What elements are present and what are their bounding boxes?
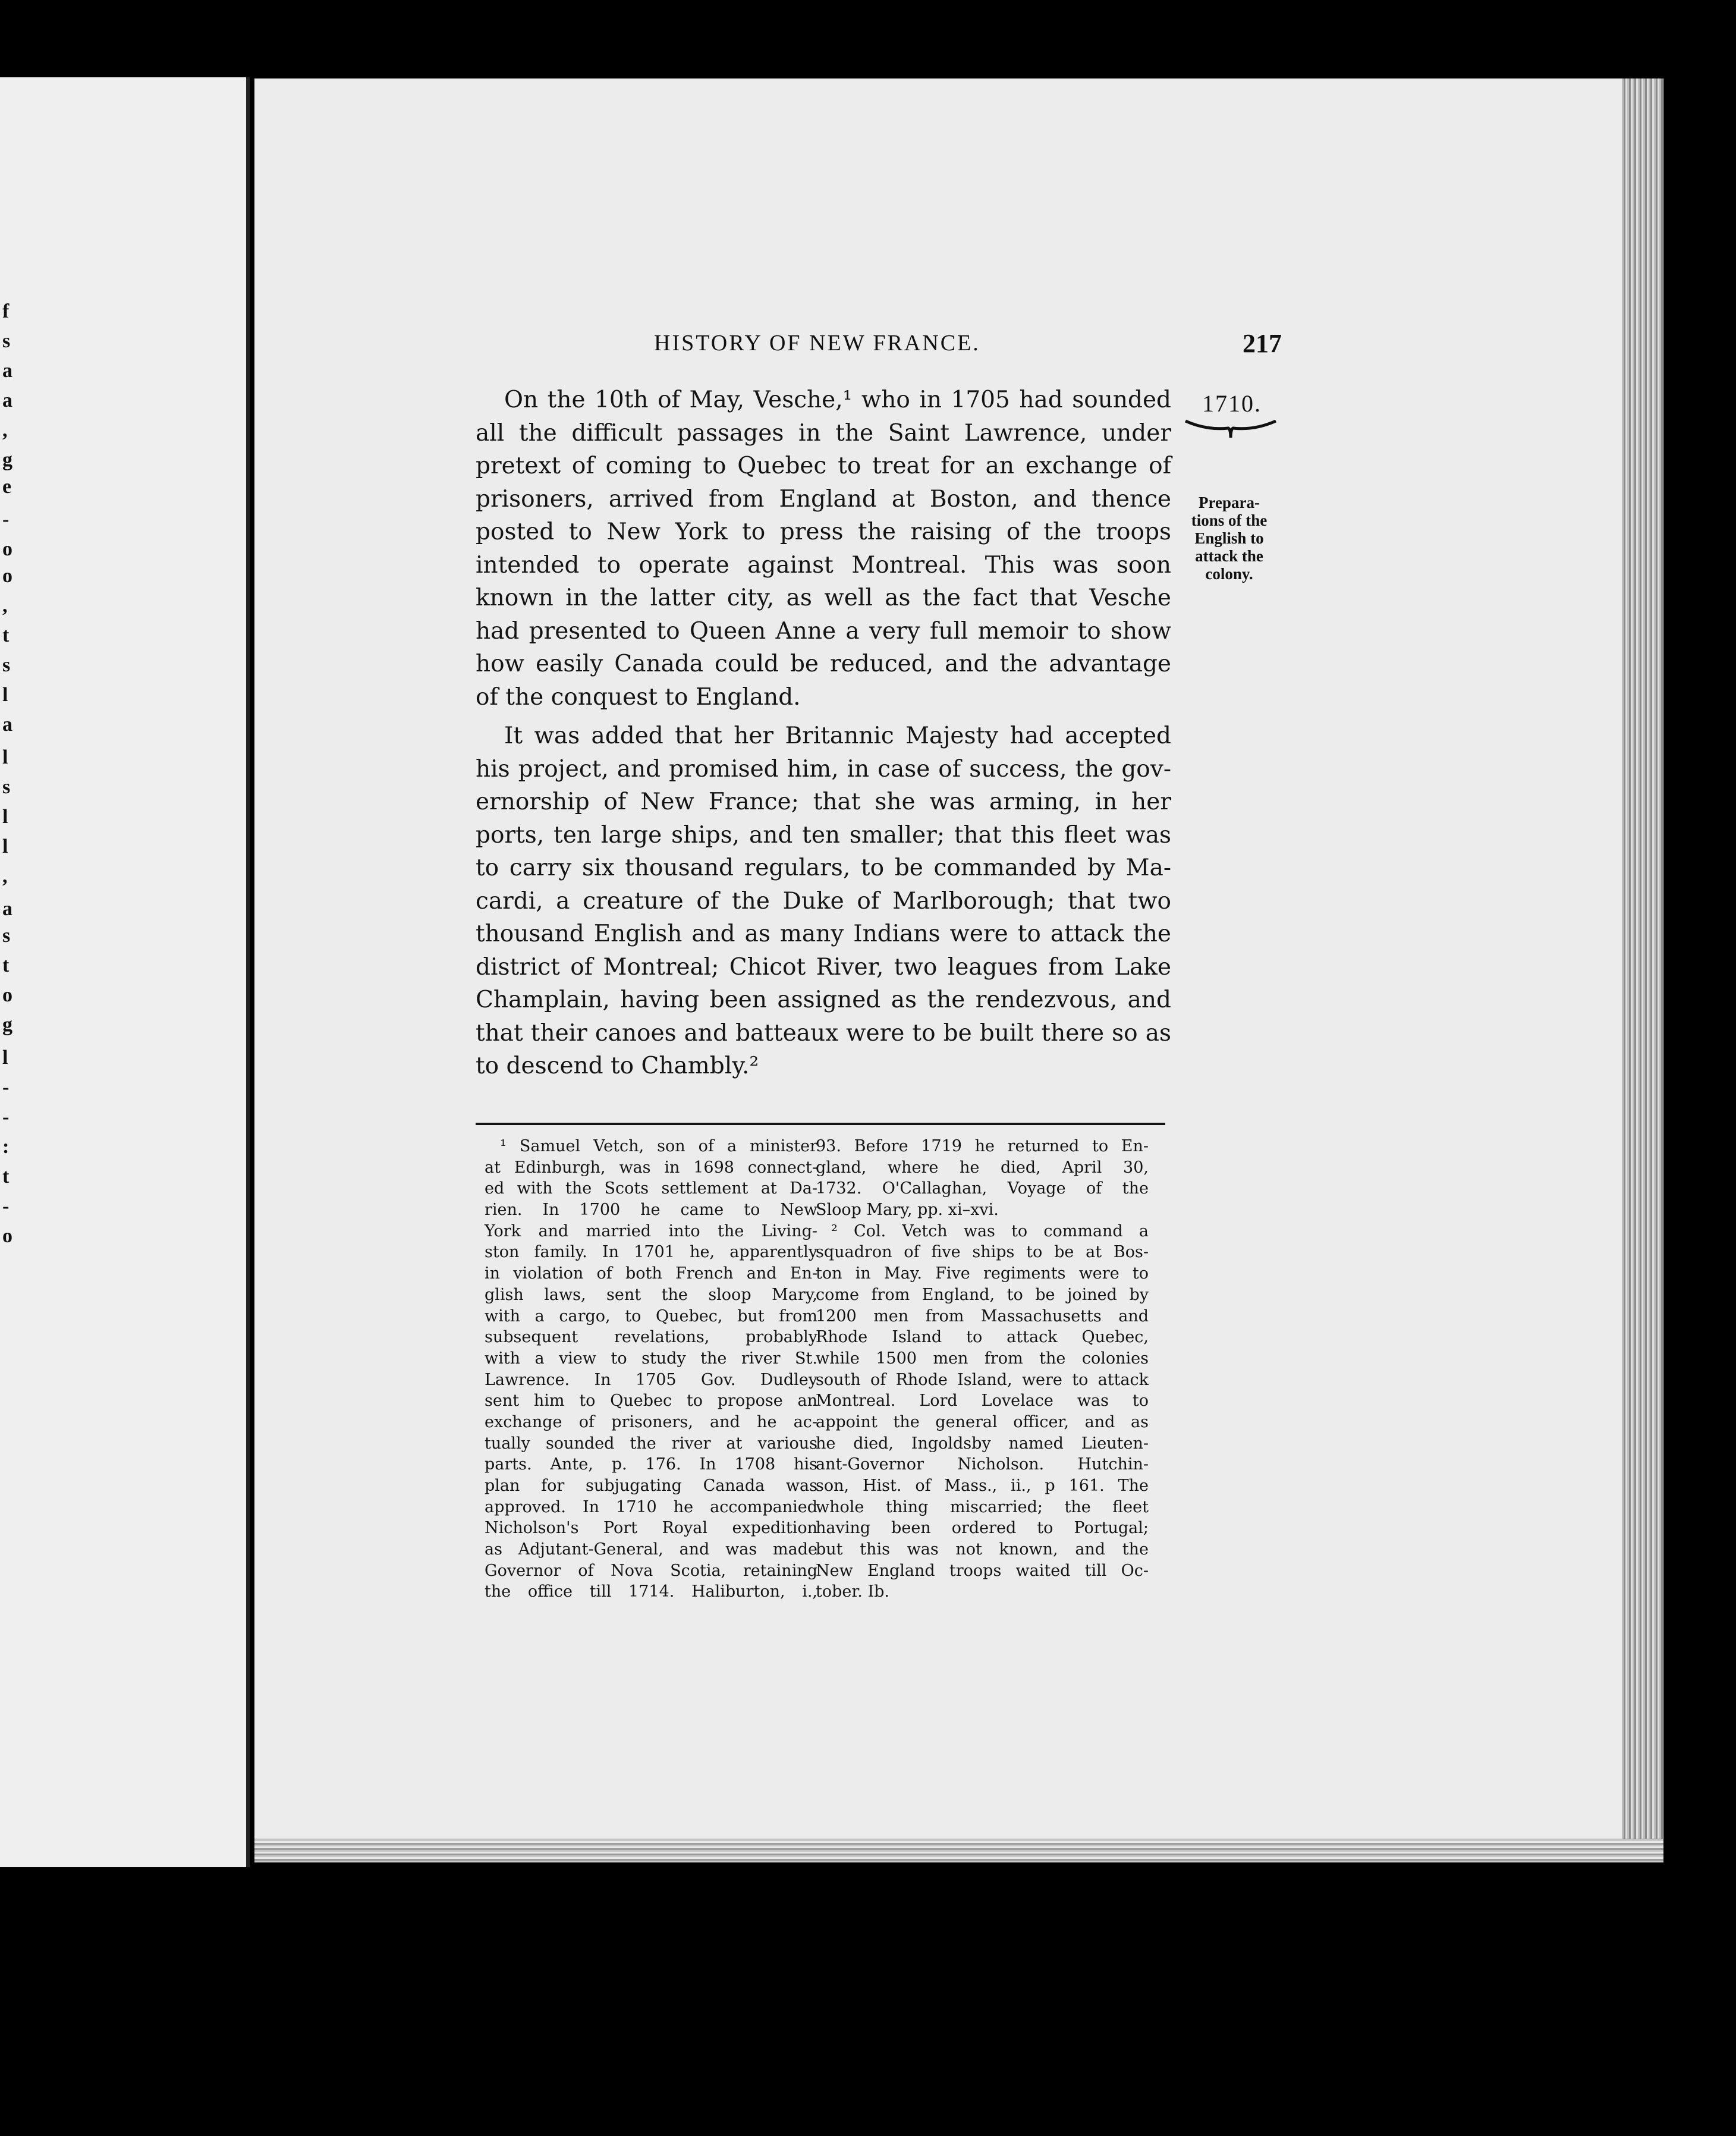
footnote-line: the office till 1714. Haliburton, i., xyxy=(485,1582,817,1601)
footnote-rule xyxy=(476,1123,1165,1125)
left-page-edge-letter: - xyxy=(2,1076,10,1098)
text-line: intended to operate against Montreal. This was soon xyxy=(476,551,1171,579)
footnote-line: plan for subjugating Canada was xyxy=(485,1477,817,1495)
footnote-line: Rhode Island to attack Quebec, xyxy=(816,1328,1149,1347)
left-page-edge-letter: t xyxy=(2,624,10,646)
left-page-edge-letter: a xyxy=(2,389,12,412)
left-facing-page xyxy=(0,77,250,1867)
text-line: district of Montreal; Chicot River, two leagues from Lake xyxy=(476,953,1171,981)
text-line: known in the latter city, as well as the fact that Vesche xyxy=(476,585,1171,611)
text-line: Champlain, having been assigned as the rendezvous, and xyxy=(476,987,1171,1013)
text-line: his project, and promised him, in case of success, the gov- xyxy=(476,755,1171,783)
text-line: It was added that her Britannic Majesty had accepted xyxy=(504,723,1171,749)
margin-note-line: English to xyxy=(1194,529,1264,547)
footnote-line: ² Col. Vetch was to command a xyxy=(831,1221,1149,1240)
left-page-edge-letter: s xyxy=(2,925,11,947)
text-line: On the 10th of May, Vesche,¹ who in 1705 had sounded xyxy=(504,387,1171,413)
footnote-line: sent him to Quebec to propose an xyxy=(485,1391,817,1411)
left-page-edge-letter: o xyxy=(2,1225,12,1247)
margin-note-line: Prepara- xyxy=(1199,494,1260,511)
footnote-line: Montreal. Lord Lovelace was to xyxy=(816,1391,1149,1411)
left-page-edge-letter: o xyxy=(2,538,12,560)
footnote-line: New England troops waited till Oc- xyxy=(816,1561,1149,1580)
text-line: how easily Canada could be reduced, and the advantage xyxy=(476,651,1171,677)
footnote-line: whole thing miscarried; the fleet xyxy=(816,1497,1149,1516)
page-bottom-edge xyxy=(254,1839,1663,1862)
footnote-line: York and married into the Living- xyxy=(485,1221,817,1240)
footnote-line: Governor of Nova Scotia, retaining xyxy=(485,1561,817,1580)
footnote-line: ant-Governor Nicholson. Hutchin- xyxy=(816,1455,1149,1474)
footnote-line: tually sounded the river at various xyxy=(485,1434,817,1453)
footnote-line: at Edinburgh, was in 1698 connect- xyxy=(485,1158,817,1177)
footnote-line: ¹ Samuel Vetch, son of a minister xyxy=(500,1137,817,1155)
left-page-edge-letter: t xyxy=(2,1166,10,1188)
left-page-edge-letter: : xyxy=(2,1136,10,1158)
footnote-line: tober. Ib. xyxy=(816,1582,890,1601)
margin-note-line: attack the xyxy=(1195,547,1263,565)
left-page-edge-letter: a xyxy=(2,360,12,382)
text-line: prisoners, arrived from England at Boston, and thence xyxy=(476,485,1171,513)
footnote-line: but this was not known, and the xyxy=(816,1540,1149,1559)
footnote-line: 93. Before 1719 he returned to En- xyxy=(816,1137,1149,1155)
book-gutter xyxy=(246,77,250,1867)
left-page-edge-letter: e xyxy=(2,476,12,498)
footnote-line: ston family. In 1701 he, apparently xyxy=(485,1243,817,1262)
footnote-line: approved. In 1710 he accompanied xyxy=(485,1497,817,1516)
text-line: cardi, a creature of the Duke of Marlborough; that two xyxy=(476,887,1171,915)
text-line: had presented to Queen Anne a very full memoir to show xyxy=(476,617,1171,645)
footnote-line: in violation of both French and En- xyxy=(485,1264,817,1283)
left-page-edge-letter: s xyxy=(2,776,11,798)
text-line: all the difficult passages in the Saint Lawrence, under xyxy=(476,419,1171,447)
footnote-line: as Adjutant-General, and was made xyxy=(485,1540,817,1559)
brace-icon xyxy=(1183,417,1278,441)
paragraph-2 xyxy=(476,720,1171,1083)
left-page-edge-letter: l xyxy=(2,1047,8,1069)
page-number: 217 xyxy=(1243,329,1282,358)
footnote-line: rien. In 1700 he came to New xyxy=(485,1201,817,1220)
footnote-line: parts. Ante, p. 176. In 1708 his xyxy=(485,1455,817,1474)
footnote-line: Lawrence. In 1705 Gov. Dudley xyxy=(485,1370,817,1389)
text-line: ernorship of New France; that she was arming, in her xyxy=(476,789,1171,815)
footnote-line: 1200 men from Massachusetts and xyxy=(816,1306,1149,1325)
text-line: thousand English and as many Indians were to attack the xyxy=(476,921,1171,947)
left-page-edge-letter: , xyxy=(2,595,8,617)
footnote-line: while 1500 men from the colonies xyxy=(816,1349,1149,1368)
footnote-line: appoint the general officer, and as xyxy=(816,1412,1149,1431)
text-line: to carry six thousand regulars, to be commanded by Ma- xyxy=(476,855,1171,881)
left-page-edge-letter: o xyxy=(2,565,12,587)
margin-note xyxy=(1168,494,1290,583)
left-page-edge-letter: l xyxy=(2,806,8,828)
left-page-edge-letter: l xyxy=(2,835,8,857)
footnote-line: ed with the Scots settlement at Da- xyxy=(485,1179,817,1198)
left-page-edge-letter: - xyxy=(2,1195,10,1217)
left-page-edge-letter: a xyxy=(2,898,12,920)
left-page-edge-letter: a xyxy=(2,714,12,736)
left-page-edge-letter: l xyxy=(2,684,8,706)
left-page-edge-letter: g xyxy=(2,1014,12,1036)
footnote-line: with a view to study the river St. xyxy=(485,1349,817,1368)
footnote-line: squadron of five ships to be at Bos- xyxy=(816,1243,1149,1262)
text-line: ports, ten large ships, and ten smaller; that this fleet was xyxy=(476,821,1171,849)
paragraph-1 xyxy=(476,384,1171,714)
footnote-line: with a cargo, to Quebec, but from xyxy=(485,1306,817,1325)
footnote-line: south of Rhode Island, were to attack xyxy=(816,1370,1149,1389)
left-page-edge-letter: s xyxy=(2,654,11,676)
text-line: to descend to Chambly.² xyxy=(476,1053,759,1079)
left-page-edge-letter: o xyxy=(2,984,12,1006)
left-page-edge-letter: s xyxy=(2,330,11,352)
footnote-line: subsequent revelations, probably xyxy=(485,1328,817,1347)
footnote-line: come from England, to be joined by xyxy=(816,1285,1149,1304)
footnote-line: glish laws, sent the sloop Mary, xyxy=(485,1285,817,1304)
footnote-column-1 xyxy=(485,1136,817,1603)
footnote-line: 1732. O'Callaghan, Voyage of the xyxy=(816,1179,1149,1198)
margin-year: 1710. xyxy=(1202,390,1262,417)
left-page-edge-letter: , xyxy=(2,865,8,887)
left-page-edge-letter: l xyxy=(2,746,8,768)
footnote-line: gland, where he died, April 30, xyxy=(816,1158,1149,1177)
left-page-edge-letter: - xyxy=(2,508,10,530)
text-line: posted to New York to press the raising of the troops xyxy=(476,519,1171,545)
footnote-line: he died, Ingoldsby named Lieuten- xyxy=(816,1434,1149,1453)
body-text xyxy=(476,384,1171,1083)
left-page-edge-letter: - xyxy=(2,1106,10,1128)
text-line: of the conquest to England. xyxy=(476,683,801,711)
left-page-edge-letter: t xyxy=(2,954,10,976)
footnote-line: Nicholson's Port Royal expedition xyxy=(485,1519,817,1538)
footnote-line: ton in May. Five regiments were to xyxy=(816,1264,1149,1283)
margin-note-line: tions of the xyxy=(1191,511,1268,529)
text-line: pretext of coming to Quebec to treat for an exchange of xyxy=(476,453,1171,479)
footnote-line: son, Hist. of Mass., ii., p 161. The xyxy=(816,1477,1149,1495)
margin-note-line: colony. xyxy=(1205,565,1253,583)
left-page-edge-letter: , xyxy=(2,419,8,441)
left-page-edge-letter: f xyxy=(2,300,10,322)
footnote-line: having been ordered to Portugal; xyxy=(816,1519,1149,1538)
page-edge-stack xyxy=(1622,78,1663,1862)
footnote-line: exchange of prisoners, and he ac- xyxy=(485,1412,817,1431)
text-line: that their canoes and batteaux were to be built there so as xyxy=(476,1019,1171,1047)
footnote-line: Sloop Mary, pp. xi–xvi. xyxy=(816,1201,999,1220)
left-page-edge-letter: g xyxy=(2,449,12,471)
running-head: HISTORY OF NEW FRANCE. xyxy=(654,331,980,356)
footnote-column-2 xyxy=(816,1136,1149,1603)
